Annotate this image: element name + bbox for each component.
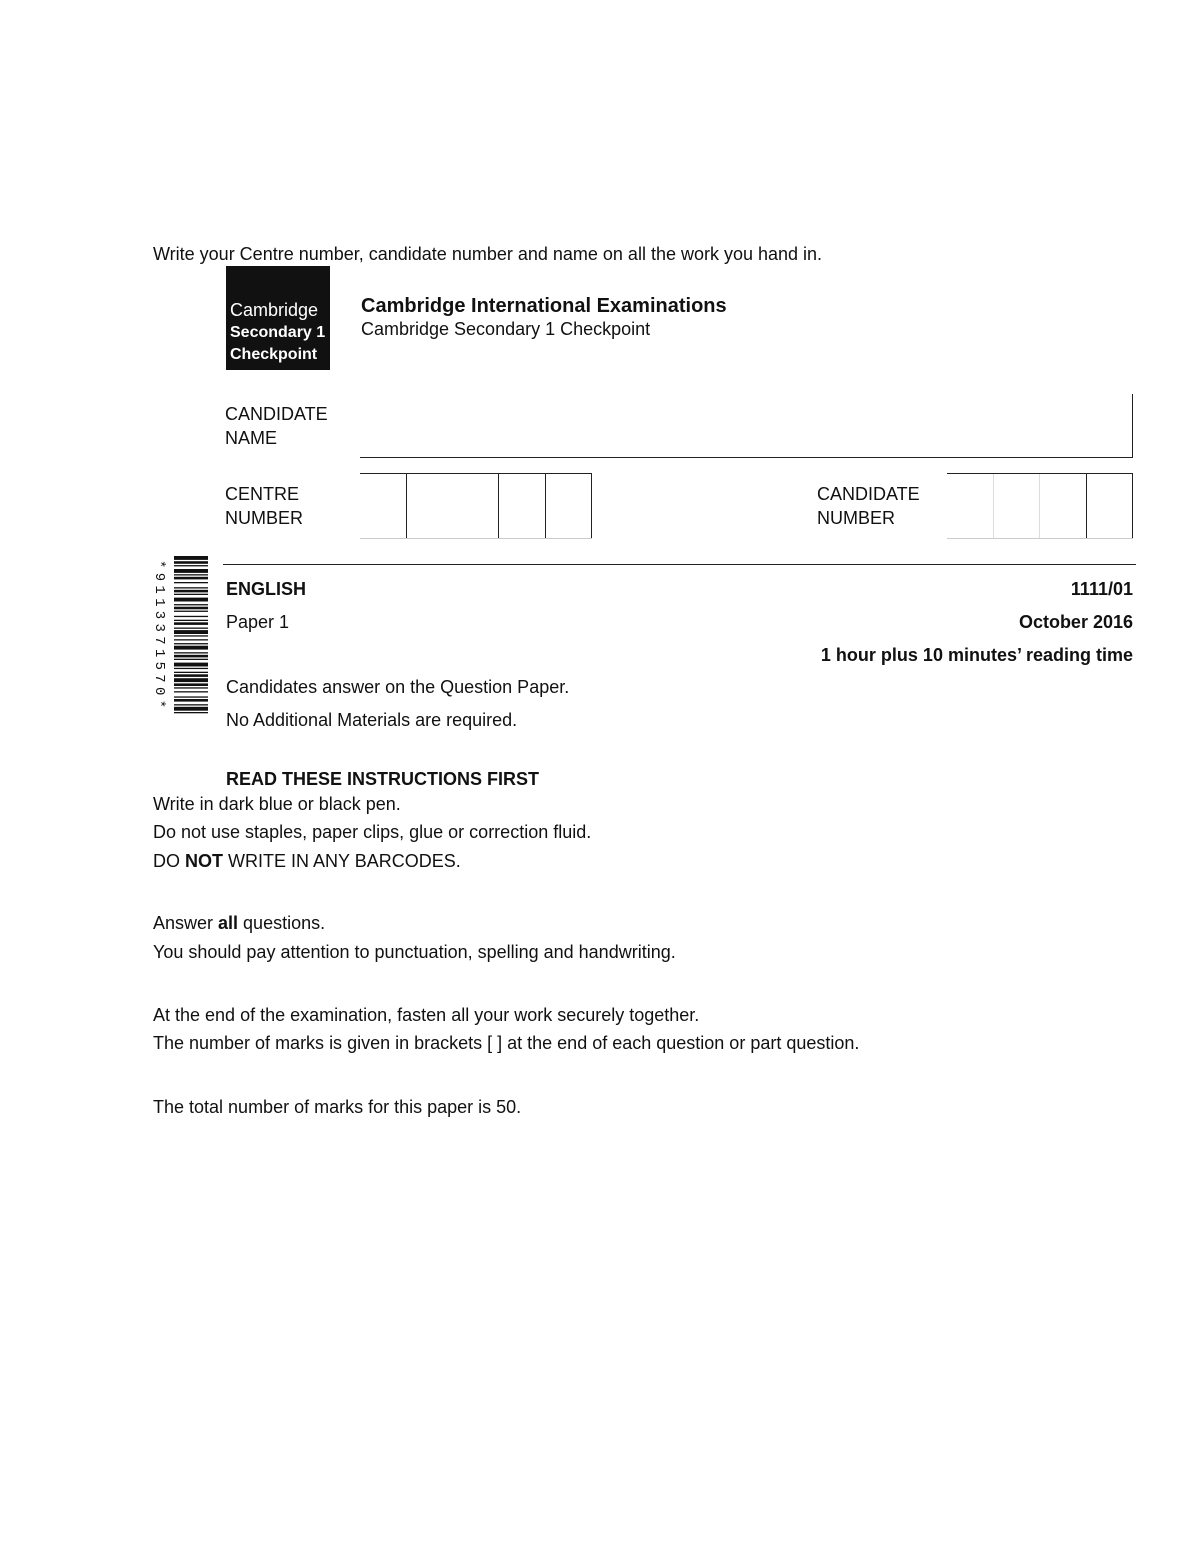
barcode-bar <box>174 639 208 640</box>
barcode-bar <box>174 712 208 713</box>
barcode-bar <box>174 668 208 669</box>
instruction-marks: The number of marks is given in brackets [ ] at the end of each question or part question. <box>153 1033 860 1053</box>
candidate-number-field[interactable] <box>947 473 1133 539</box>
barcode-bar <box>174 707 208 711</box>
candidate-name-label-2: NAME <box>225 428 278 448</box>
barcode-bar <box>174 565 208 566</box>
barcode-bar <box>174 672 208 673</box>
barcode-bar <box>174 704 208 705</box>
instruction-barcodes-post: WRITE IN ANY BARCODES. <box>223 851 461 871</box>
candidate-number-cell[interactable] <box>1087 474 1133 538</box>
instruction-answer-pre: Answer <box>153 913 219 933</box>
barcode-bar <box>174 674 208 677</box>
barcode-bar <box>174 582 208 583</box>
barcode-bar <box>174 683 208 686</box>
barcode-bar <box>174 598 208 602</box>
barcode-bar <box>174 699 208 702</box>
barcode-bar <box>174 659 208 660</box>
instruction-answer-emphasis: all <box>218 913 239 933</box>
candidate-number-cell[interactable] <box>947 474 994 538</box>
candidate-number-label-1: CANDIDATE <box>817 484 920 504</box>
candidate-name-label-1: CANDIDATE <box>225 404 328 424</box>
candidate-number-cell[interactable] <box>1040 474 1087 538</box>
exam-session: October 2016 <box>1018 612 1133 632</box>
barcode-text: *9113371570* <box>152 560 167 713</box>
centre-number-label-2: NUMBER <box>225 508 304 528</box>
instructions-heading: READ THESE INSTRUCTIONS FIRST <box>226 769 540 789</box>
barcode-bar <box>174 577 208 580</box>
barcode-bar <box>174 691 208 692</box>
barcode-bar <box>174 628 208 629</box>
candidate-name-field[interactable] <box>360 394 1133 458</box>
candidate-number-label-2: NUMBER <box>817 508 896 528</box>
logo-line-3: Checkpoint <box>230 346 318 363</box>
paper-number: Paper 1 <box>226 612 290 632</box>
barcode-bar <box>174 587 208 588</box>
centre-number-cell[interactable] <box>360 474 407 538</box>
barcode <box>152 556 208 770</box>
instruction-staples: Do not use staples, paper clips, glue or correction fluid. <box>153 822 592 842</box>
top-instruction: Write your Centre number, candidate number and name on all the work you hand in. <box>153 244 823 264</box>
answer-location: Candidates answer on the Question Paper. <box>226 677 570 697</box>
centre-number-field[interactable] <box>360 473 592 539</box>
instruction-answer-post: questions. <box>238 913 326 933</box>
barcode-bar <box>174 556 208 560</box>
exam-duration: 1 hour plus 10 minutes’ reading time <box>820 645 1133 665</box>
barcode-bar <box>174 678 208 682</box>
barcode-bar <box>174 655 208 658</box>
barcode-bar <box>174 620 208 621</box>
barcode-bar <box>174 569 208 573</box>
instruction-pen: Write in dark blue or black pen. <box>153 794 401 814</box>
instruction-total-marks: The total number of marks for this paper is 50. <box>153 1097 522 1117</box>
barcode-bar <box>174 622 208 625</box>
barcode-bar <box>174 696 208 697</box>
subject: ENGLISH <box>226 579 307 599</box>
instruction-answer-all <box>153 913 325 934</box>
materials-note: No Additional Materials are required. <box>226 710 518 730</box>
instruction-barcodes-emphasis: NOT <box>185 851 224 871</box>
barcode-bar <box>174 574 208 575</box>
barcode-bar <box>174 663 208 667</box>
instruction-fasten: At the end of the examination, fasten all your work securely together. <box>153 1005 700 1025</box>
org-name: Cambridge International Examinations <box>361 295 727 317</box>
barcode-bar <box>174 590 208 593</box>
barcode-bar <box>174 616 208 617</box>
cambridge-logo <box>226 266 330 370</box>
centre-number-cell[interactable] <box>407 474 499 538</box>
centre-number-cell[interactable] <box>546 474 592 538</box>
centre-number-label-1: CENTRE <box>225 484 300 504</box>
logo-line-1: Cambridge <box>230 300 319 320</box>
barcode-bar <box>174 646 208 650</box>
barcode-bar <box>174 604 208 605</box>
programme-name: Cambridge Secondary 1 Checkpoint <box>361 319 651 339</box>
barcode-bar <box>174 561 208 564</box>
instruction-punctuation: You should pay attention to punctuation, spelling and handwriting. <box>153 942 676 962</box>
instruction-barcodes <box>153 851 461 872</box>
logo-line-2: Secondary 1 <box>230 324 326 341</box>
barcode-bar <box>174 652 208 653</box>
barcode-bar <box>174 594 208 595</box>
barcode-bar <box>174 611 208 612</box>
section-divider <box>223 564 1136 565</box>
barcode-bar <box>174 635 208 636</box>
centre-number-cell[interactable] <box>499 474 546 538</box>
barcode-bar <box>174 630 208 634</box>
instruction-barcodes-pre: DO <box>153 851 186 871</box>
barcode-bar <box>174 643 208 644</box>
candidate-number-cell[interactable] <box>994 474 1040 538</box>
component-code: 1111/01 <box>1070 579 1133 599</box>
barcode-bar <box>174 607 208 610</box>
barcode-bar <box>174 687 208 688</box>
